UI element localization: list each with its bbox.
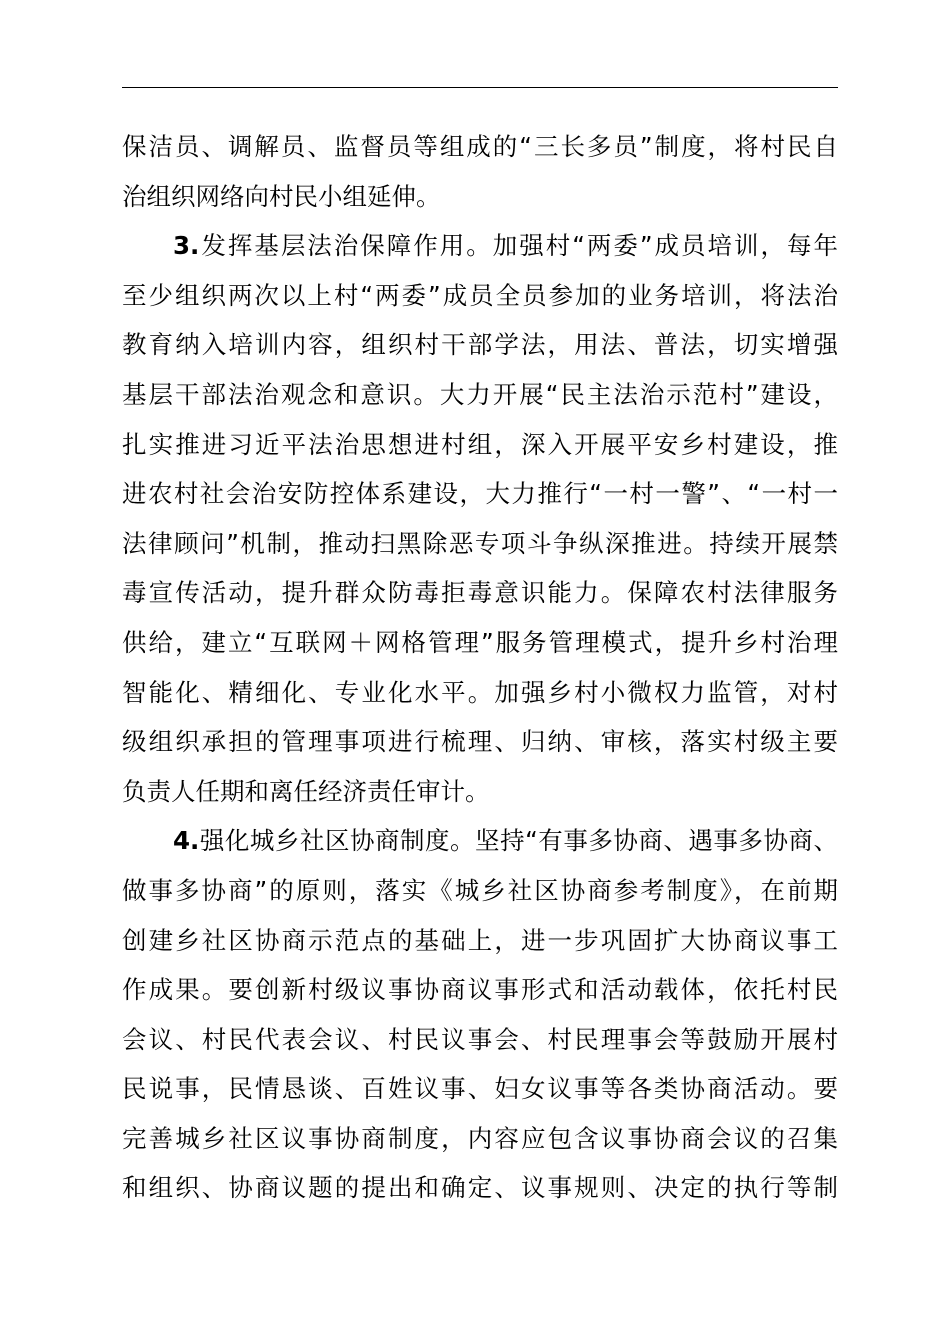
text-line: 基层干部法治观念和意识。大力开展“民主法治示范村”建设， [122, 379, 838, 409]
text-line: 智能化、精细化、专业化水平。加强乡村小微权力监管，对村 [122, 677, 838, 707]
text-line: 法律顾问”机制，推动扫黑除恶专项斗争纵深推进。持续开展禁 [122, 528, 838, 558]
text-line: 和组织、协商议题的提出和确定、议事规则、决定的执行等制 [122, 1173, 838, 1203]
paragraph-3-first-line [122, 221, 838, 271]
text-line: 级组织承担的管理事项进行梳理、归纳、审核，落实村级主要 [122, 727, 838, 757]
text-line: 至少组织两次以上村“两委”成员全员参加的业务培训，将法治 [122, 280, 838, 310]
item-number-3: 3. [173, 231, 200, 261]
paragraph-4-first-line [122, 816, 838, 866]
text-line: 负责人任期和离任经济责任审计。 [122, 776, 490, 806]
text-line: 教育纳入培训内容，组织村干部学法，用法、普法，切实增强 [122, 330, 838, 360]
paragraph-3-heading-text: 发挥基层法治保障作用。加强村“两委”成员培训，每年 [199, 231, 838, 261]
paragraph-4-heading-text: 强化城乡社区协商制度。坚持“有事多协商、遇事多协商、 [199, 826, 838, 856]
text-line: 扎实推进习近平法治思想进村组，深入开展平安乡村建设，推 [122, 429, 838, 459]
text-line: 民说事，民情恳谈、百姓议事、妇女议事等各类协商活动。要 [122, 1074, 838, 1104]
text-line: 作成果。要创新村级议事协商议事形式和活动载体，依托村民 [122, 975, 838, 1005]
item-number-4: 4. [173, 826, 200, 856]
text-line: 治组织网络向村民小组延伸。 [122, 181, 441, 211]
text-line: 会议、村民代表会议、村民议事会、村民理事会等鼓励开展村 [122, 1024, 838, 1054]
text-line: 保洁员、调解员、监督员等组成的“三长多员”制度，将村民自 [122, 132, 838, 161]
text-line: 进农村社会治安防控体系建设，大力推行“一村一警”、“一村一 [122, 479, 838, 509]
text-line: 毒宣传活动，提升群众防毒拒毒意识能力。保障农村法律服务 [122, 578, 838, 608]
text-line: 完善城乡社区议事协商制度，内容应包含议事协商会议的召集 [122, 1123, 838, 1153]
document-body [122, 122, 838, 1213]
text-line: 创建乡社区协商示范点的基础上，进一步巩固扩大协商议事工 [122, 925, 838, 955]
text-line: 做事多协商”的原则，落实《城乡社区协商参考制度》，在前期 [122, 875, 838, 905]
text-line: 供给，建立“互联网＋网格管理”服务管理模式，提升乡村治理 [122, 627, 838, 657]
header-rule [122, 87, 838, 88]
